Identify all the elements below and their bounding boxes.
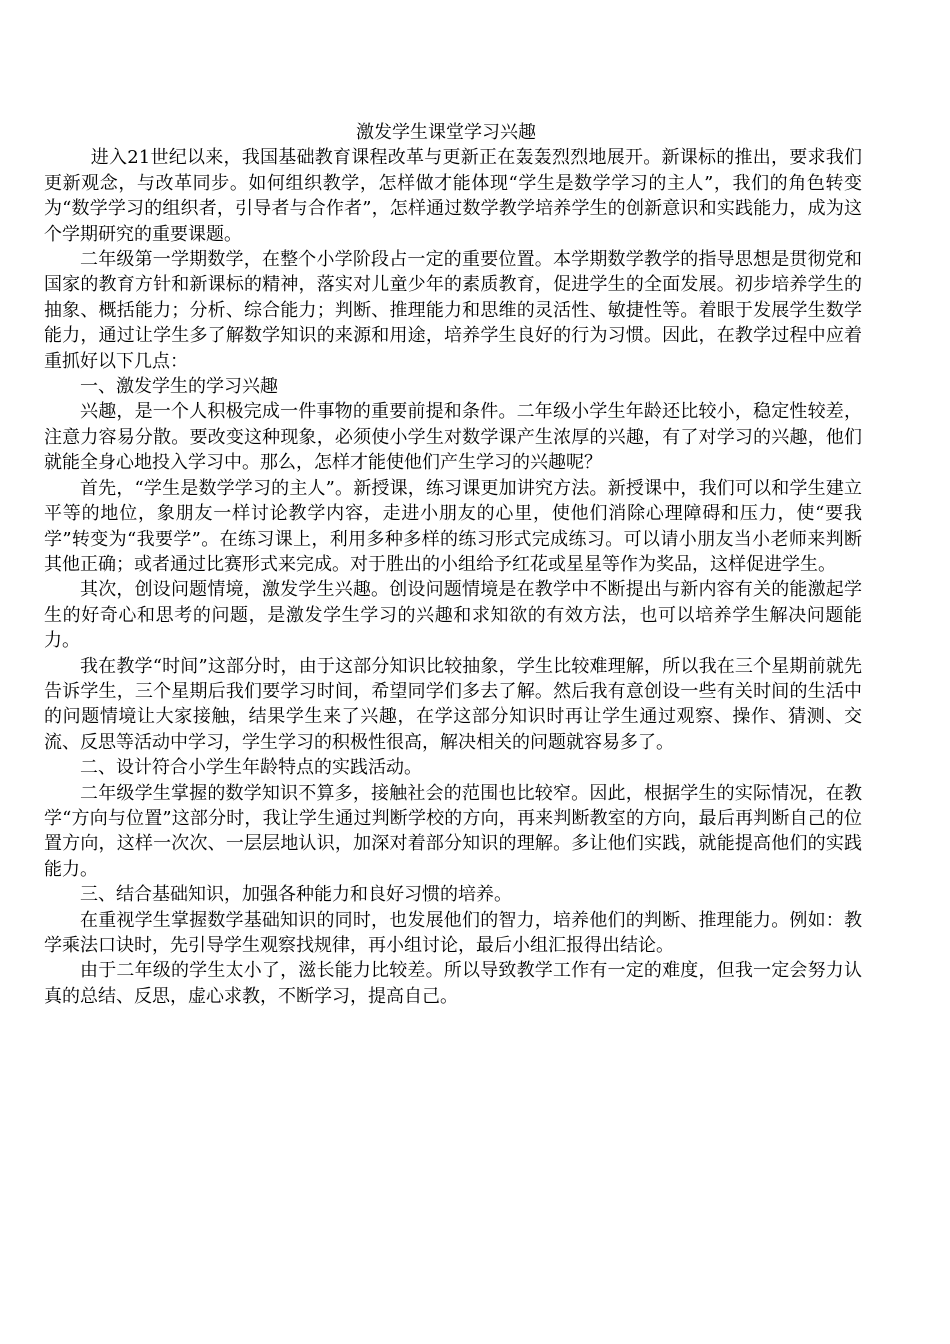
paragraph-time-example: 我在教学“时间”这部分时，由于这部分知识比较抽象，学生比较难理解，所以我在三个星期前就先告诉学生，三个星期后我们要学习时间，希望同学们多去了解。然后我有意创设一些有关时间的生活中的问题情境让大家接触，结果学生来了兴趣，在学这部分知识时再让学生通过观察、操作、猜测、交流、反思等活动中学习，学生学习的积极性很高，解决相关的问题就容易多了。 xyxy=(44,655,862,753)
paragraph-abilities: 在重视学生掌握数学基础知识的同时，也发展他们的智力，培养他们的判断、推理能力。例如：教学乘法口诀时，先引导学生观察找规律，再小组讨论，最后小组汇报得出结论。 xyxy=(44,909,862,956)
paragraph-intro: 进入21世纪以来，我国基础教育课程改革与更新正在轰轰烈烈地展开。新课标的推出，要求我们更新观念，与改革同步。如何组织教学，怎样做才能体现“学生是数学学习的主人”，我们的角色转变为“数学学习的组织者，引导者与合作者”，怎样通过数学教学培养学生的创新意识和实践能力，成为这个学期研究的重要课题。 xyxy=(44,147,862,245)
section-heading-1: 一、激发学生的学习兴趣 xyxy=(80,376,278,398)
document-title: 激发学生课堂学习兴趣 xyxy=(356,122,536,143)
paragraph-first-method: 首先，“学生是数学学习的主人”。新授课，练习课更加讲究方法。新授课中，我们可以和学生建立平等的地位，象朋友一样讨论教学内容，走进小朋友的心里，使他们消除心理障碍和压力，使“要我学”转变为“我要学”。在练习课上，利用多种多样的练习形式完成练习。可以请小朋友当小老师来判断其他正确；或者通过比赛形式来完成。对于胜出的小组给予红花或星星等作为奖品，这样促进学生。 xyxy=(44,477,862,575)
section-heading-3: 三、结合基础知识，加强各种能力和良好习惯的培养。 xyxy=(80,884,512,906)
paragraph-interest: 兴趣，是一个人积极完成一件事物的重要前提和条件。二年级小学生年龄还比较小，稳定性较差，注意力容易分散。要改变这种现象，必须使小学生对数学课产生浓厚的兴趣，有了对学习的兴趣，他们就能全身心地投入学习中。那么，怎样才能使他们产生学习的兴趣呢？ xyxy=(44,401,862,474)
paragraph-conclusion: 由于二年级的学生太小了，滋长能力比较差。所以导致教学工作有一定的难度，但我一定会努力认真的总结、反思，虚心求教，不断学习，提高自己。 xyxy=(44,960,862,1007)
paragraph-practice: 二年级学生掌握的数学知识不算多，接触社会的范围也比较窄。因此，根据学生的实际情况，在教学“方向与位置”这部分时，我让学生通过判断学校的方向，再来判断教室的方向，最后再判断自己的位置方向，这样一次次、一层层地认识，加深对着部分知识的理解。多让他们实践，就能提高他们的实践能力。 xyxy=(44,782,862,880)
section-heading-2: 二、设计符合小学生年龄特点的实践活动。 xyxy=(80,757,422,779)
paragraph-second-method: 其次，创设问题情境，激发学生兴趣。创设问题情境是在教学中不断提出与新内容有关的能激起学生的好奇心和思考的问题，是激发学生学习的兴趣和求知欲的有效方法，也可以培养学生解决问题能力。 xyxy=(44,579,862,652)
document-body xyxy=(44,120,862,1009)
paragraph-teaching-guidelines: 二年级第一学期数学，在整个小学阶段占一定的重要位置。本学期数学教学的指导思想是贯彻党和国家的教育方针和新课标的精神，落实对儿童少年的素质教育，促进学生的全面发展。初步培养学生的抽象、概括能力；分析、综合能力；判断、推理能力和思维的灵活性、敏捷性等。着眼于发展学生数学能力，通过让学生多了解数学知识的来源和用途，培养学生良好的行为习惯。因此，在教学过程中应着重抓好以下几点： xyxy=(44,249,862,372)
